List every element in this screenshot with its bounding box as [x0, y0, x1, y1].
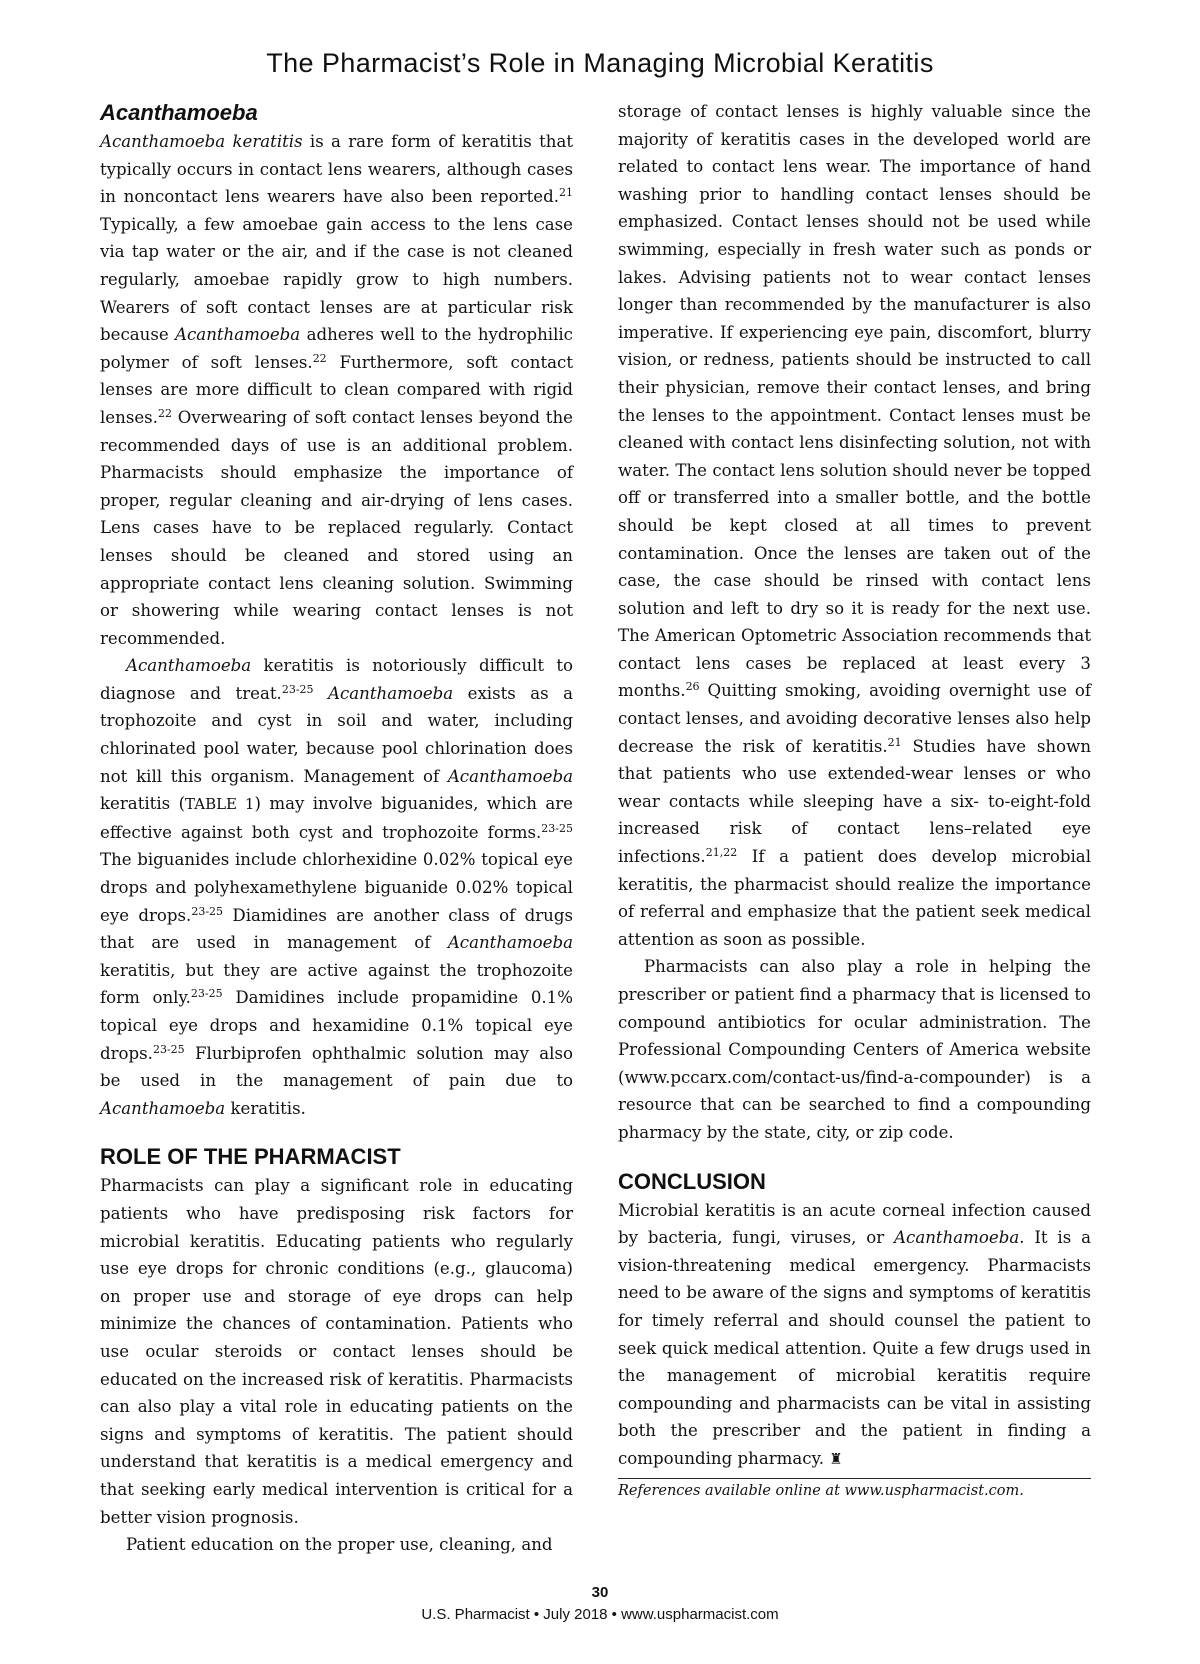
running-header: The Pharmacist’s Role in Managing Microbial Keratitis — [266, 48, 934, 78]
paragraph-acanthamoeba-treatment: Acanthamoeba keratitis is notoriously difficult to diagnose and treat.$^{23-25}$ Acanthamoeba exists as a trophozoite and cyst in soil and water, including chlorinated pool water, because pool chlorination does not kill this organism. Management of Acanthamoeba keratitis (TABLE 1) may involve biguanides, which are effective against both cyst and trophozoite forms.$^{23-25}$ The biguanides include chlorhexidine 0.02% topical eye drops and polyhexamethylene biguanide 0.02% topical eye drops.$^{23-25}$ Diamidines are another class of drugs that are used in management of Acanthamoeba keratitis, but they are active against the trophozoite form only.$^{23-25}$ Damidines include propamidine 0.1% topical eye drops and hexamidine 0.1% topical eye drops.$^{23-25}$ Flurbiprofen ophthalmic solution may also be used in the management of pain due to Acanthamoeba keratitis. — [100, 656, 574, 1118]
subheading-acanthamoeba: Acanthamoeba — [100, 100, 258, 125]
table-reference: TABLE 1 — [185, 795, 255, 814]
paragraph-patient-education: Patient education on the proper use, cleaning, and — [126, 1535, 553, 1555]
paragraph-conclusion: Microbial keratitis is an acute corneal infection caused by bacteria, fungi, viruses, or Acanthamoeba. It is a vision-threatening medical emergency. Pharmacists need to be aware of the signs and symptoms of keratitis for timely referral and should counsel the patient to seek quick medical attention. Quite a few drugs used in the management of microbial keratitis require compounding and pharmacists can be vital in assisting both the prescriber and the patient in finding a compounding pharmacy. ♜ — [618, 1200, 1091, 1468]
paragraph-contact-lens-care: storage of contact lenses is highly valuable since the majority of keratitis cases in the developed world are related to contact lens wear. The importance of hand washing prior to handling contact lenses should be emphasized. Contact lenses should not be used while swimming, especially in fresh water such as ponds or lakes. Advising patients not to wear contact lenses longer than recommended by the manufacturer is also imperative. If experiencing eye pain, discomfort, blurry vision, or redness, patients should be instructed to call their physician, remove their contact lenses, and bring the lenses to the appointment. Contact lenses must be cleaned with contact lens disinfecting solution, not with water. The contact lens solution should never be topped off or transferred into a smaller bottle, and the bottle should be kept closed at all times to prevent contamination. Once the lenses are taken out of the case, the case should be rinsed with contact lens solution and left to dry so it is ready for the next use. The American Optometric Association recommends that contact lens cases be replaced at least every 3 months.$^{26}$ Quitting smoking, avoiding overnight use of contact lenses, and avoiding decorative lenses also help decrease the risk of keratitis.$^{21}$ Studies have shown that patients who use extended-wear lenses or who wear contacts while sleeping have a six- to-eight-fold increased risk of contact lens–related eye infections.$^{21,22}$ If a patient does develop microbial keratitis, the pharmacist should realize the importance of referral and emphasize that the patient seek medical attention as soon as possible. — [618, 102, 1092, 949]
left-column — [100, 98, 573, 1559]
references-note: References available online at www.uspharmacist.com. — [618, 1478, 1091, 1502]
paragraph-acanthamoeba-intro: Acanthamoeba keratitis is a rare form of keratitis that typically occurs in contact lens wearers, although cases in noncontact lens wearers have also been reported.$^{21}$ Typically, a few amoebae gain access to the lens case via tap water or the air, and if the case is not cleaned regularly, amoebae rapidly grow to high numbers. Wearers of soft contact lenses are at particular risk because Acanthamoeba adheres well to the hydrophilic polymer of soft lenses.$^{22}$ Furthermore, soft contact lenses are more difficult to clean compared with rigid lenses.$^{22}$ Overwearing of soft contact lenses beyond the recommended days of use is an additional problem. Pharmacists should emphasize the importance of proper, regular cleaning and air-drying of lens cases. Lens cases have to be replaced regularly. Contact lenses should be cleaned and stored using an appropriate contact lens cleaning solution. Swimming or showering while wearing contact lenses is not recommended. — [100, 132, 574, 648]
section-heading-role-of-pharmacist: ROLE OF THE PHARMACIST — [100, 1144, 401, 1170]
paragraph-compounding-pharmacy: Pharmacists can also play a role in helping the prescriber or patient find a pharmacy that is licensed to compound antibiotics for ocular administration. The Professional Compounding Centers of America website (www.pccarx.com/contact-us/find-a-compounder) is a resource that can be searched to find a compounding pharmacy by the state, city, or zip code. — [618, 957, 1091, 1142]
right-column — [618, 98, 1091, 1502]
page-number: 30 — [591, 1584, 609, 1601]
paragraph-role-education: Pharmacists can play a significant role in educating patients who have predisposing risk factors for microbial keratitis. Educating patients who regularly use eye drops for chronic conditions (e.g., glaucoma) on proper use and storage of eye drops can help minimize the chances of contamination. Patients who use ocular steroids or contact lenses should be educated on the increased risk of keratitis. Pharmacists can also play a vital role in educating patients on the signs and symptoms of keratitis. The patient should understand that keratitis is a medical emergency and that seeking early medical intervention is critical for a better vision prognosis. — [100, 1176, 573, 1527]
end-of-article-icon: ♜ — [829, 1449, 843, 1468]
footer-publication-line: U.S. Pharmacist • July 2018 • www.uspharmacist.com — [421, 1606, 779, 1623]
section-heading-conclusion: CONCLUSION — [618, 1168, 766, 1194]
